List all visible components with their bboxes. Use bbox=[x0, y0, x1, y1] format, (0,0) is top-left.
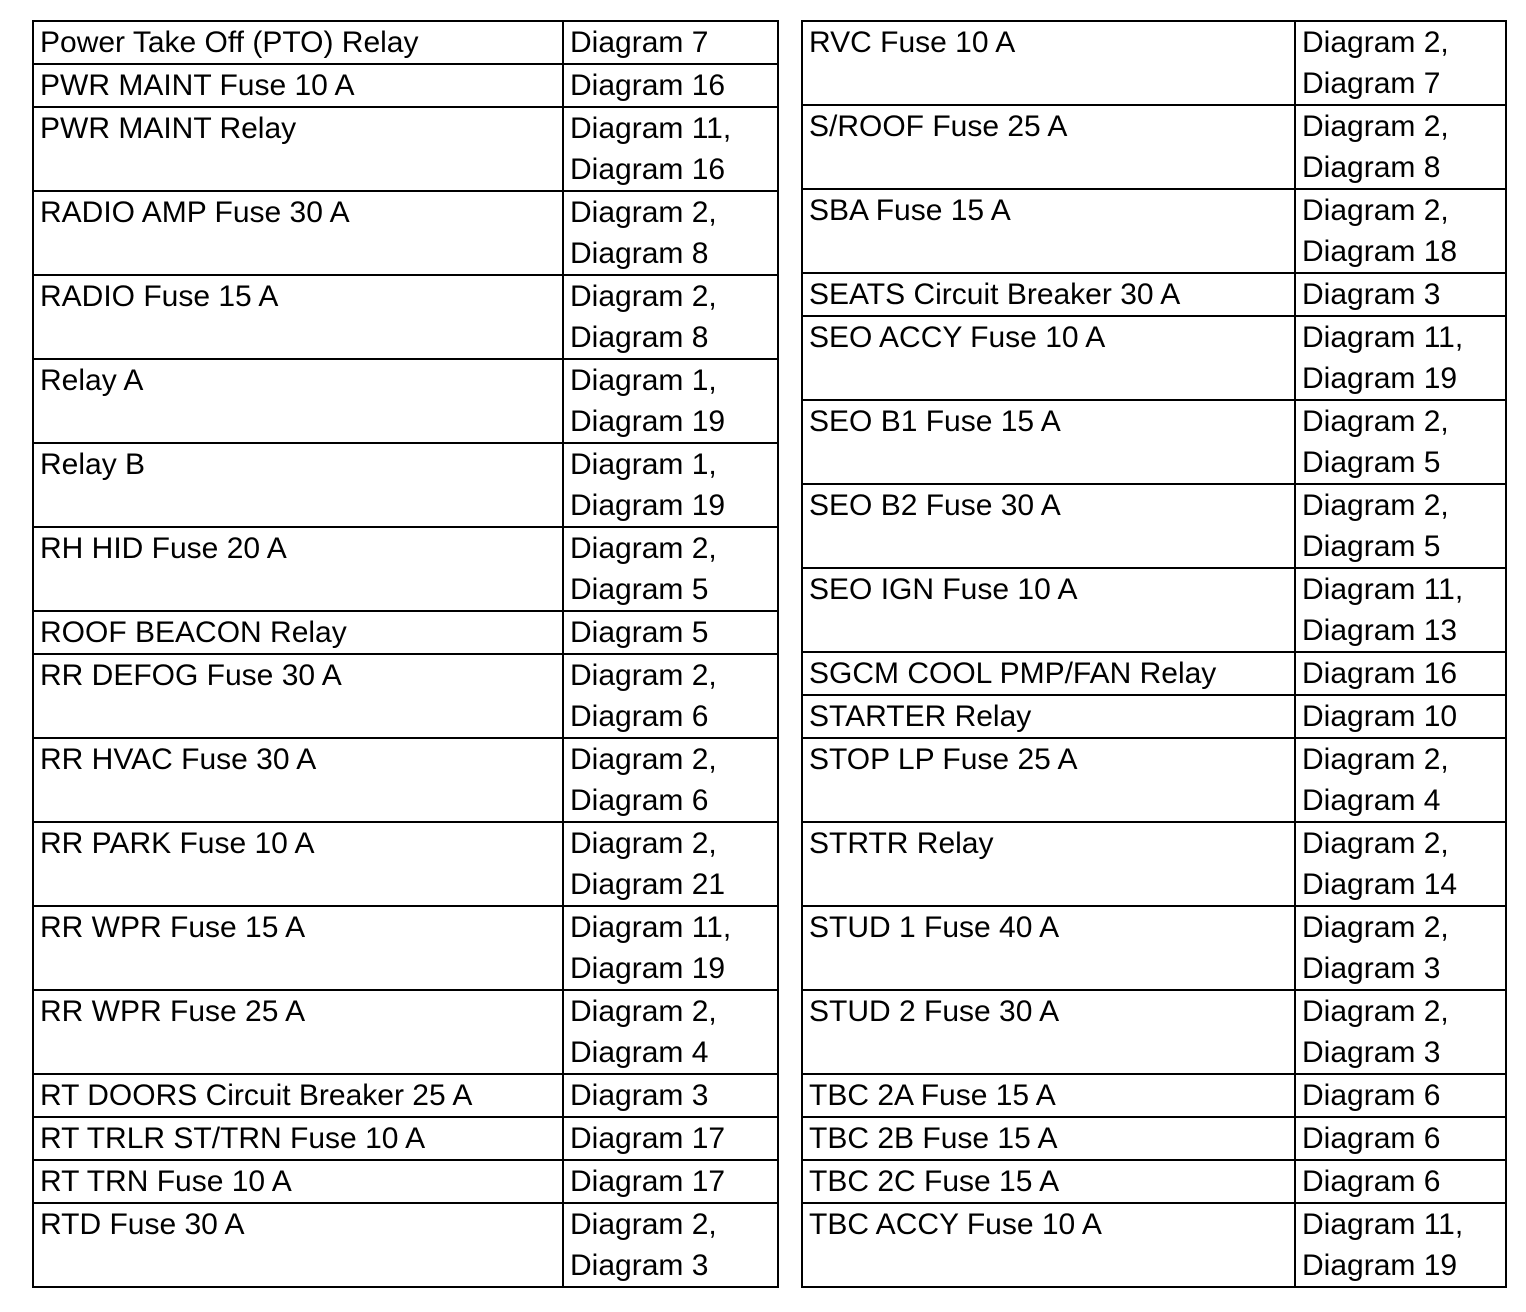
diagram-reference: Diagram 17 bbox=[570, 1165, 726, 1198]
diagram-reference-cell bbox=[1295, 1203, 1506, 1287]
table-row bbox=[33, 1117, 778, 1160]
component-name: RT TRN Fuse 10 A bbox=[40, 1165, 292, 1198]
component-name: RR DEFOG Fuse 30 A bbox=[40, 659, 342, 692]
diagram-reference-cell bbox=[1295, 189, 1506, 273]
table-row bbox=[802, 105, 1506, 189]
table-row bbox=[33, 64, 778, 107]
component-name-cell bbox=[802, 105, 1295, 189]
diagram-reference: Diagram 21 bbox=[570, 868, 726, 901]
diagram-reference: Diagram 2, bbox=[570, 995, 717, 1028]
diagram-reference: Diagram 13 bbox=[1302, 614, 1458, 647]
table-row bbox=[33, 611, 778, 654]
diagram-reference: Diagram 16 bbox=[570, 69, 726, 102]
component-name-cell bbox=[802, 1074, 1295, 1117]
diagram-reference: Diagram 19 bbox=[570, 405, 726, 438]
component-name-cell bbox=[802, 906, 1295, 990]
diagram-reference-cell bbox=[563, 21, 778, 64]
diagram-reference: Diagram 6 bbox=[570, 700, 709, 733]
component-name-cell bbox=[33, 1160, 563, 1203]
component-name: RT TRLR ST/TRN Fuse 10 A bbox=[40, 1122, 426, 1155]
component-name-cell bbox=[802, 568, 1295, 652]
diagram-reference-cell bbox=[1295, 273, 1506, 316]
component-name-cell bbox=[802, 652, 1295, 695]
diagram-reference-cell bbox=[563, 191, 778, 275]
diagram-reference: Diagram 2, bbox=[570, 827, 717, 860]
table-row bbox=[33, 822, 778, 906]
diagram-reference-cell bbox=[1295, 652, 1506, 695]
diagram-reference: Diagram 14 bbox=[1302, 868, 1458, 901]
table-row bbox=[802, 273, 1506, 316]
component-name-cell bbox=[33, 1074, 563, 1117]
diagram-reference: Diagram 11, bbox=[1302, 573, 1464, 606]
table-row bbox=[33, 191, 778, 275]
diagram-reference-cell bbox=[1295, 105, 1506, 189]
diagram-reference: Diagram 1, bbox=[570, 448, 717, 481]
diagram-reference: Diagram 19 bbox=[570, 489, 726, 522]
component-name: SEO B1 Fuse 15 A bbox=[809, 405, 1061, 438]
component-name-cell bbox=[33, 906, 563, 990]
diagram-reference: Diagram 5 bbox=[1302, 530, 1441, 563]
diagram-reference: Diagram 11, bbox=[570, 112, 732, 145]
diagram-reference: Diagram 2, bbox=[1302, 995, 1449, 1028]
diagram-reference: Diagram 2, bbox=[570, 532, 717, 565]
component-name-cell bbox=[33, 738, 563, 822]
diagram-reference: Diagram 3 bbox=[570, 1079, 709, 1112]
diagram-reference: Diagram 11, bbox=[1302, 321, 1464, 354]
diagram-reference: Diagram 2, bbox=[1302, 743, 1449, 776]
component-name-cell bbox=[33, 107, 563, 191]
table-row bbox=[33, 275, 778, 359]
component-name: RADIO Fuse 15 A bbox=[40, 280, 279, 313]
diagram-reference: Diagram 2, bbox=[570, 743, 717, 776]
left-table-body bbox=[33, 21, 778, 1287]
table-row bbox=[802, 906, 1506, 990]
diagram-reference: Diagram 11, bbox=[570, 911, 732, 944]
component-name-cell bbox=[33, 21, 563, 64]
table-row bbox=[802, 822, 1506, 906]
diagram-reference-cell bbox=[1295, 1160, 1506, 1203]
diagram-reference: Diagram 2, bbox=[570, 659, 717, 692]
diagram-reference: Diagram 10 bbox=[1302, 700, 1458, 733]
component-name-cell bbox=[802, 738, 1295, 822]
component-name: SEO B2 Fuse 30 A bbox=[809, 489, 1061, 522]
component-name-cell bbox=[802, 21, 1295, 105]
component-name: RR PARK Fuse 10 A bbox=[40, 827, 315, 860]
diagram-reference-cell bbox=[563, 107, 778, 191]
component-name: RT DOORS Circuit Breaker 25 A bbox=[40, 1079, 473, 1112]
diagram-reference: Diagram 19 bbox=[1302, 362, 1458, 395]
component-name: STARTER Relay bbox=[809, 700, 1032, 733]
table-row bbox=[33, 527, 778, 611]
component-name: RH HID Fuse 20 A bbox=[40, 532, 287, 565]
diagram-reference: Diagram 2, bbox=[570, 1208, 717, 1241]
diagram-reference-cell bbox=[1295, 906, 1506, 990]
component-name: RTD Fuse 30 A bbox=[40, 1208, 245, 1241]
component-name: S/ROOF Fuse 25 A bbox=[809, 110, 1068, 143]
diagram-reference: Diagram 8 bbox=[570, 237, 709, 270]
component-name-cell bbox=[802, 400, 1295, 484]
diagram-reference: Diagram 11, bbox=[1302, 1208, 1464, 1241]
diagram-reference: Diagram 16 bbox=[1302, 657, 1458, 690]
diagram-reference-cell bbox=[563, 527, 778, 611]
component-name-cell bbox=[802, 484, 1295, 568]
component-name-cell bbox=[33, 654, 563, 738]
diagram-reference-cell bbox=[1295, 695, 1506, 738]
component-name: SEO ACCY Fuse 10 A bbox=[809, 321, 1106, 354]
diagram-reference: Diagram 2, bbox=[1302, 911, 1449, 944]
diagram-reference: Diagram 7 bbox=[1302, 67, 1441, 100]
component-name-cell bbox=[33, 64, 563, 107]
table-row bbox=[802, 484, 1506, 568]
component-name: Power Take Off (PTO) Relay bbox=[40, 26, 419, 59]
table-row bbox=[802, 990, 1506, 1074]
diagram-reference: Diagram 5 bbox=[570, 616, 709, 649]
component-name-cell bbox=[802, 273, 1295, 316]
table-row bbox=[802, 189, 1506, 273]
component-name-cell bbox=[802, 990, 1295, 1074]
component-name: PWR MAINT Fuse 10 A bbox=[40, 69, 355, 102]
table-row bbox=[33, 738, 778, 822]
diagram-reference-cell bbox=[563, 1117, 778, 1160]
component-name: TBC 2C Fuse 15 A bbox=[809, 1165, 1060, 1198]
component-name-cell bbox=[33, 611, 563, 654]
component-name-cell bbox=[802, 822, 1295, 906]
component-name: SGCM COOL PMP/FAN Relay bbox=[809, 657, 1217, 690]
component-name-cell bbox=[802, 1117, 1295, 1160]
table-row bbox=[802, 1203, 1506, 1287]
diagram-reference-cell bbox=[563, 611, 778, 654]
component-name-cell bbox=[802, 1203, 1295, 1287]
diagram-reference: Diagram 3 bbox=[570, 1249, 709, 1282]
table-row bbox=[802, 1074, 1506, 1117]
component-name-cell bbox=[33, 359, 563, 443]
left-component-table bbox=[32, 20, 779, 1288]
right-component-table bbox=[801, 20, 1507, 1288]
diagram-reference: Diagram 2, bbox=[1302, 26, 1449, 59]
diagram-reference-cell bbox=[563, 359, 778, 443]
diagram-reference: Diagram 5 bbox=[570, 573, 709, 606]
diagram-reference: Diagram 8 bbox=[1302, 151, 1441, 184]
component-name-cell bbox=[33, 527, 563, 611]
diagram-reference-cell bbox=[563, 275, 778, 359]
table-row bbox=[802, 1160, 1506, 1203]
table-row bbox=[802, 652, 1506, 695]
diagram-reference: Diagram 5 bbox=[1302, 446, 1441, 479]
diagram-reference: Diagram 6 bbox=[1302, 1165, 1441, 1198]
component-name: SBA Fuse 15 A bbox=[809, 194, 1011, 227]
diagram-reference: Diagram 4 bbox=[1302, 784, 1441, 817]
diagram-reference-cell bbox=[1295, 316, 1506, 400]
diagram-reference-cell bbox=[1295, 822, 1506, 906]
table-row bbox=[33, 1160, 778, 1203]
diagram-reference-cell bbox=[1295, 400, 1506, 484]
component-name: SEO IGN Fuse 10 A bbox=[809, 573, 1078, 606]
component-name-cell bbox=[802, 316, 1295, 400]
diagram-reference: Diagram 3 bbox=[1302, 1036, 1441, 1069]
diagram-reference-cell bbox=[563, 1203, 778, 1287]
diagram-reference: Diagram 2, bbox=[1302, 827, 1449, 860]
diagram-reference-cell bbox=[563, 64, 778, 107]
diagram-reference-cell bbox=[563, 1074, 778, 1117]
table-row bbox=[33, 990, 778, 1074]
component-name: STRTR Relay bbox=[809, 827, 994, 860]
table-row bbox=[33, 654, 778, 738]
component-name: STOP LP Fuse 25 A bbox=[809, 743, 1078, 776]
component-name: STUD 2 Fuse 30 A bbox=[809, 995, 1060, 1028]
table-row bbox=[802, 1117, 1506, 1160]
component-name-cell bbox=[33, 990, 563, 1074]
diagram-reference-cell bbox=[563, 443, 778, 527]
diagram-reference: Diagram 6 bbox=[570, 784, 709, 817]
diagram-reference: Diagram 17 bbox=[570, 1122, 726, 1155]
component-name-cell bbox=[33, 1203, 563, 1287]
diagram-reference: Diagram 2, bbox=[1302, 194, 1449, 227]
diagram-reference: Diagram 3 bbox=[1302, 278, 1441, 311]
table-row bbox=[802, 568, 1506, 652]
diagram-reference-cell bbox=[1295, 484, 1506, 568]
diagram-reference: Diagram 2, bbox=[570, 280, 717, 313]
diagram-reference-cell bbox=[1295, 1117, 1506, 1160]
diagram-reference: Diagram 1, bbox=[570, 364, 717, 397]
table-row bbox=[802, 738, 1506, 822]
right-table-body bbox=[802, 21, 1506, 1287]
diagram-reference: Diagram 4 bbox=[570, 1036, 709, 1069]
diagram-reference: Diagram 2, bbox=[1302, 405, 1449, 438]
component-name: TBC ACCY Fuse 10 A bbox=[809, 1208, 1102, 1241]
component-name: RR HVAC Fuse 30 A bbox=[40, 743, 317, 776]
component-name-cell bbox=[33, 443, 563, 527]
diagram-reference-cell bbox=[1295, 990, 1506, 1074]
diagram-reference-cell bbox=[1295, 21, 1506, 105]
table-row bbox=[802, 400, 1506, 484]
diagram-reference: Diagram 2, bbox=[1302, 110, 1449, 143]
table-row bbox=[33, 359, 778, 443]
component-name: STUD 1 Fuse 40 A bbox=[809, 911, 1060, 944]
diagram-reference-cell bbox=[563, 822, 778, 906]
diagram-reference-cell bbox=[563, 1160, 778, 1203]
diagram-reference-cell bbox=[563, 654, 778, 738]
diagram-reference-cell bbox=[1295, 738, 1506, 822]
table-row bbox=[33, 1203, 778, 1287]
table-row bbox=[33, 1074, 778, 1117]
component-name-cell bbox=[33, 191, 563, 275]
diagram-reference-cell bbox=[563, 906, 778, 990]
component-name: ROOF BEACON Relay bbox=[40, 616, 347, 649]
diagram-reference: Diagram 6 bbox=[1302, 1122, 1441, 1155]
diagram-reference: Diagram 7 bbox=[570, 26, 709, 59]
diagram-reference-cell bbox=[1295, 1074, 1506, 1117]
table-row bbox=[33, 906, 778, 990]
table-row bbox=[802, 695, 1506, 738]
diagram-reference: Diagram 6 bbox=[1302, 1079, 1441, 1112]
diagram-reference: Diagram 19 bbox=[570, 952, 726, 985]
component-name-cell bbox=[802, 1160, 1295, 1203]
component-name: Relay A bbox=[40, 364, 144, 397]
table-row bbox=[33, 21, 778, 64]
component-name: TBC 2B Fuse 15 A bbox=[809, 1122, 1058, 1155]
table-row bbox=[802, 21, 1506, 105]
component-name: Relay B bbox=[40, 448, 146, 481]
diagram-reference: Diagram 2, bbox=[570, 196, 717, 229]
diagram-reference: Diagram 16 bbox=[570, 153, 726, 186]
diagram-reference-cell bbox=[1295, 568, 1506, 652]
diagram-reference-cell bbox=[563, 990, 778, 1074]
component-name: TBC 2A Fuse 15 A bbox=[809, 1079, 1056, 1112]
diagram-reference: Diagram 8 bbox=[570, 321, 709, 354]
diagram-reference: Diagram 3 bbox=[1302, 952, 1441, 985]
component-name: SEATS Circuit Breaker 30 A bbox=[809, 278, 1181, 311]
component-name: RR WPR Fuse 15 A bbox=[40, 911, 306, 944]
component-name: RVC Fuse 10 A bbox=[809, 26, 1016, 59]
component-name-cell bbox=[802, 189, 1295, 273]
component-name: PWR MAINT Relay bbox=[40, 112, 297, 145]
diagram-reference: Diagram 19 bbox=[1302, 1249, 1458, 1282]
table-row bbox=[802, 316, 1506, 400]
component-name-cell bbox=[802, 695, 1295, 738]
component-name: RR WPR Fuse 25 A bbox=[40, 995, 306, 1028]
component-name-cell bbox=[33, 822, 563, 906]
component-name-cell bbox=[33, 1117, 563, 1160]
table-row bbox=[33, 443, 778, 527]
component-name: RADIO AMP Fuse 30 A bbox=[40, 196, 350, 229]
diagram-reference: Diagram 18 bbox=[1302, 235, 1458, 268]
diagram-reference-cell bbox=[563, 738, 778, 822]
component-name-cell bbox=[33, 275, 563, 359]
table-row bbox=[33, 107, 778, 191]
diagram-reference: Diagram 2, bbox=[1302, 489, 1449, 522]
